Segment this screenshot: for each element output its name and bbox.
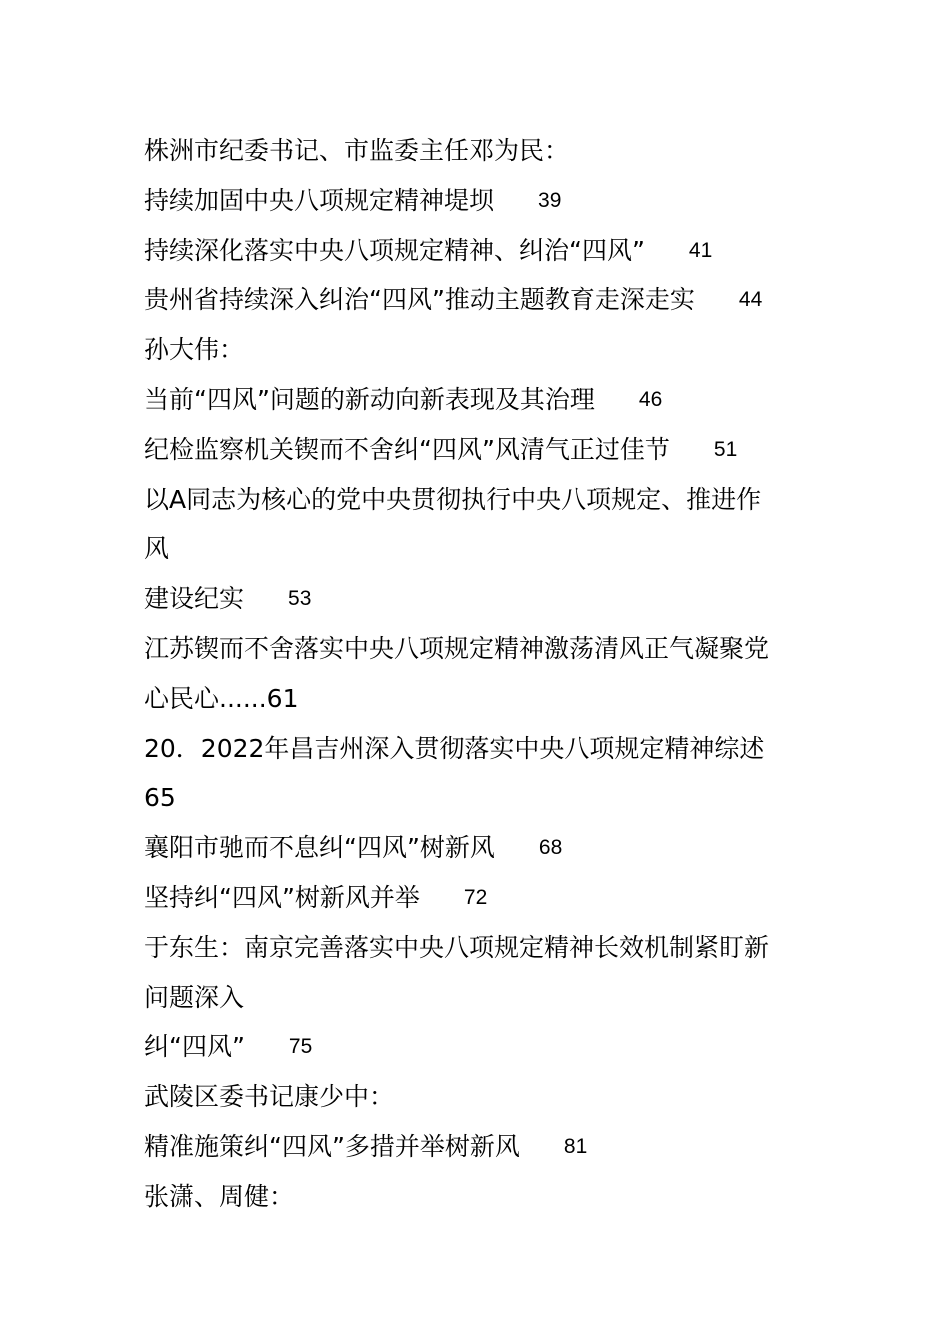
- toc-line: [144, 1022, 824, 1072]
- toc-page-number: 81: [563, 1134, 588, 1158]
- toc-page-number: 75: [288, 1035, 313, 1059]
- toc-entry-text: 坚持纠“四风”树新风并举: [144, 882, 420, 912]
- toc-line: [144, 475, 824, 525]
- toc-line: [144, 524, 824, 574]
- toc-line: [144, 226, 824, 276]
- toc-entry-text: 武陵区委书记康少中：: [144, 1082, 395, 1112]
- toc-entry-text: 贵州省持续深入纠治“四风”推动主题教育走深走实: [144, 285, 695, 315]
- toc-entry-text: 65: [144, 783, 176, 813]
- toc-line: [144, 176, 824, 226]
- toc-entry-text: 襄阳市驰而不息纠“四风”树新风: [144, 833, 495, 863]
- toc-entry-text: 当前“四风”问题的新动向新表现及其治理: [144, 384, 595, 414]
- toc-line: [144, 126, 824, 176]
- toc-line: [144, 923, 824, 973]
- toc-page-number: 68: [538, 836, 563, 860]
- toc-line: [144, 624, 824, 674]
- toc-entry-text: 株洲市纪委书记、市监委主任邓为民：: [144, 136, 570, 165]
- toc-line: [144, 823, 824, 873]
- toc-line: [144, 973, 824, 1023]
- toc-line: [144, 375, 824, 425]
- toc-line: [144, 773, 824, 823]
- toc-entry-text: 持续深化落实中央八项规定精神、纠治“四风”: [144, 235, 645, 265]
- toc-entry-text: 心民心......61: [144, 683, 299, 713]
- toc-line: [144, 275, 824, 325]
- table-of-contents: [144, 126, 824, 1222]
- toc-line: [144, 1122, 824, 1172]
- toc-line: [144, 873, 824, 923]
- toc-entry-text: 纠“四风”: [144, 1032, 245, 1062]
- toc-entry-text: 江苏锲而不舍落实中央八项规定精神激荡清风正气凝聚党: [144, 633, 770, 663]
- toc-line: [144, 724, 824, 774]
- toc-entry-text: 问题深入: [144, 982, 245, 1012]
- toc-entry-text: 孙大伟：: [144, 335, 245, 365]
- toc-line: [144, 674, 824, 724]
- toc-entry-text: 于东生：南京完善落实中央八项规定精神长效机制紧盯新: [144, 932, 770, 962]
- toc-entry-text: 张潇、周健：: [144, 1181, 295, 1211]
- toc-page-number: 72: [463, 885, 488, 909]
- toc-line: [144, 425, 824, 475]
- toc-line: [144, 1072, 824, 1122]
- toc-entry-text: 持续加固中央八项规定精神堤坝: [144, 185, 495, 215]
- toc-page-number: 41: [688, 238, 713, 262]
- toc-entry-text: 风: [144, 534, 170, 564]
- toc-page-number: 51: [713, 437, 738, 461]
- toc-page-number: 39: [538, 188, 562, 212]
- toc-line: [144, 574, 824, 624]
- toc-entry-text: 建设纪实: [144, 584, 245, 614]
- toc-entry-text: 以A同志为核心的党中央贯彻执行中央八项规定、推进作: [144, 484, 762, 514]
- toc-page-number: 46: [638, 387, 663, 411]
- toc-line: [144, 1172, 824, 1222]
- toc-page-number: 44: [738, 288, 763, 312]
- toc-entry-text: 精准施策纠“四风”多措并举树新风: [144, 1131, 520, 1161]
- toc-entry-text: 20．2022年昌吉州深入贯彻落实中央八项规定精神综述: [144, 733, 765, 763]
- toc-entry-text: 纪检监察机关锲而不舍纠“四风”风清气正过佳节: [144, 434, 670, 464]
- toc-page-number: 53: [288, 587, 312, 611]
- toc-line: [144, 325, 824, 375]
